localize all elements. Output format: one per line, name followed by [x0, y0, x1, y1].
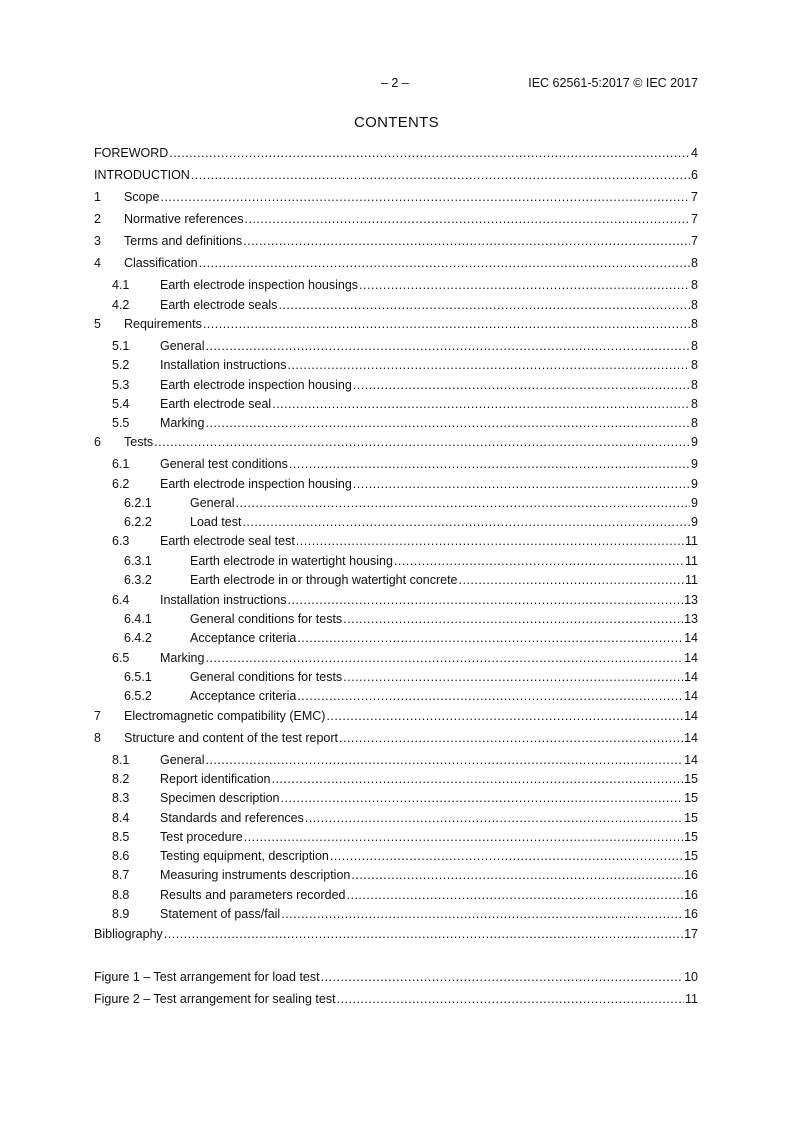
- toc-entry-page: 8: [691, 378, 698, 392]
- toc-entry[interactable]: [94, 338, 698, 354]
- toc-entry[interactable]: [94, 867, 698, 883]
- toc-entry[interactable]: [94, 708, 698, 724]
- toc-entry-number: 6.2: [112, 477, 130, 491]
- toc-entry-title: Report identification: [160, 772, 271, 786]
- toc-entry-number: 5: [94, 317, 101, 331]
- toc-entry-page: 14: [684, 753, 698, 767]
- toc-entry-title: Earth electrode inspection housing: [160, 378, 352, 392]
- toc-entry-page: 13: [684, 593, 698, 607]
- toc-entry[interactable]: [94, 790, 698, 806]
- figure-entry-title: Figure 2 – Test arrangement for sealing test: [94, 992, 336, 1006]
- toc-entry-title: General conditions for tests: [190, 670, 343, 684]
- toc-entry-number: 8.8: [112, 888, 130, 902]
- toc-entry[interactable]: [94, 829, 698, 845]
- dot-leader: [287, 357, 690, 373]
- toc-entry[interactable]: [94, 434, 698, 450]
- toc-entry-number: 5.1: [112, 339, 130, 353]
- dot-leader: [287, 592, 683, 608]
- toc-entry-title: Earth electrode seals: [160, 298, 278, 312]
- toc-entry-page: 16: [684, 868, 698, 882]
- toc-entry-title: Earth electrode in watertight housing: [190, 554, 393, 568]
- toc-entry[interactable]: [94, 572, 698, 588]
- toc-entry-page: 8: [691, 256, 698, 270]
- dot-leader: [272, 396, 690, 412]
- dot-leader: [297, 630, 683, 646]
- toc-entry-title: Normative references: [124, 212, 244, 226]
- toc-entry-number: 4: [94, 256, 101, 270]
- dot-leader: [281, 790, 684, 806]
- toc-entry-number: 5.5: [112, 416, 130, 430]
- dot-leader: [205, 338, 690, 354]
- dot-leader: [203, 316, 690, 332]
- toc-entry-page: 9: [691, 515, 698, 529]
- dot-leader: [278, 297, 690, 313]
- toc-entry-page: 9: [691, 496, 698, 510]
- dot-leader: [169, 145, 690, 161]
- dot-leader: [245, 211, 691, 227]
- dot-leader: [242, 514, 690, 530]
- toc-entry-page: 6: [691, 168, 698, 182]
- toc-entry-title: Marking: [160, 416, 205, 430]
- dot-leader: [330, 848, 683, 864]
- toc-entry[interactable]: [94, 495, 698, 511]
- toc-entry-page: 8: [691, 416, 698, 430]
- dot-leader: [359, 277, 690, 293]
- toc-entry-title: Test procedure: [160, 830, 243, 844]
- toc-entry-title: Acceptance criteria: [190, 689, 297, 703]
- toc-entry[interactable]: [94, 415, 698, 431]
- toc-entry[interactable]: [94, 553, 698, 569]
- toc-entry[interactable]: [94, 189, 698, 205]
- dot-leader: [205, 415, 690, 431]
- toc-entry-title: Load test: [190, 515, 242, 529]
- figure-entry-page: 11: [685, 992, 698, 1006]
- toc-entry-number: 3: [94, 234, 101, 248]
- dot-leader: [160, 189, 690, 205]
- toc-entry-page: 7: [691, 190, 698, 204]
- toc-entry-page: 8: [691, 358, 698, 372]
- dot-leader: [394, 553, 684, 569]
- toc-entry-number: 6.3.1: [124, 554, 152, 568]
- toc-entry-title: Earth electrode in or through watertight concrete: [190, 573, 458, 587]
- toc-entry[interactable]: [94, 688, 698, 704]
- toc-entry-number: 8.7: [112, 868, 130, 882]
- toc-entry-title: General: [190, 496, 235, 510]
- toc-entry-number: 8.4: [112, 811, 130, 825]
- toc-entry-page: 11: [685, 534, 698, 548]
- toc-entry[interactable]: [94, 316, 698, 332]
- toc-entry-title: Tests: [124, 435, 154, 449]
- toc-entry[interactable]: [94, 592, 698, 608]
- figure-entry-page: 10: [684, 970, 698, 984]
- dot-leader: [271, 771, 683, 787]
- toc-entry[interactable]: [94, 926, 698, 942]
- toc-entry-number: 6.4.2: [124, 631, 152, 645]
- toc-entry-page: 8: [691, 339, 698, 353]
- toc-entry-page: 8: [691, 278, 698, 292]
- toc-entry-page: 9: [691, 457, 698, 471]
- toc-entry-number: 6.2.2: [124, 515, 152, 529]
- dot-leader: [326, 708, 683, 724]
- toc-entry-title: Classification: [124, 256, 198, 270]
- toc-entry-page: 16: [684, 907, 698, 921]
- toc-entry[interactable]: [94, 377, 698, 393]
- toc-entry-number: 8.9: [112, 907, 130, 921]
- figure-entry-title: Figure 1 – Test arrangement for load test: [94, 970, 320, 984]
- toc-entry-title: Earth electrode seal test: [160, 534, 295, 548]
- toc-entry[interactable]: [94, 730, 698, 746]
- dot-leader: [343, 669, 683, 685]
- toc-entry-page: 16: [684, 888, 698, 902]
- dot-leader: [191, 167, 690, 183]
- toc-entry-title: Earth electrode inspection housing: [160, 477, 352, 491]
- toc-entry-title: Electromagnetic compatibility (EMC): [124, 709, 326, 723]
- toc-entry-page: 13: [684, 612, 698, 626]
- toc-entry-number: 5.4: [112, 397, 130, 411]
- toc-entry[interactable]: [94, 211, 698, 227]
- dot-leader: [343, 611, 683, 627]
- toc-entry-number: 8.3: [112, 791, 130, 805]
- toc-entry-page: 7: [691, 234, 698, 248]
- dot-leader: [154, 434, 690, 450]
- toc-entry-title: General test conditions: [160, 457, 288, 471]
- toc-entry-title: Installation instructions: [160, 358, 287, 372]
- toc-entry-title: Specimen description: [160, 791, 280, 805]
- toc-entry-page: 11: [685, 554, 698, 568]
- toc-entry-page: 8: [691, 298, 698, 312]
- toc-entry-page: 9: [691, 435, 698, 449]
- toc-entry-number: 8.6: [112, 849, 130, 863]
- toc-entry-page: 15: [684, 830, 698, 844]
- toc-entry[interactable]: [94, 906, 698, 922]
- dot-leader: [164, 926, 683, 942]
- toc-entry-page: 14: [684, 689, 698, 703]
- toc-entry-number: 8.5: [112, 830, 130, 844]
- toc-entry-number: 6.3.2: [124, 573, 152, 587]
- toc-entry-number: 4.1: [112, 278, 130, 292]
- toc-entry[interactable]: [94, 669, 698, 685]
- toc-entry-number: 8.2: [112, 772, 130, 786]
- toc-entry-title: Statement of pass/fail: [160, 907, 281, 921]
- toc-entry-page: 17: [684, 927, 698, 941]
- page-title: CONTENTS: [354, 114, 439, 131]
- toc-entry-number: 6.5: [112, 651, 130, 665]
- toc-entry-number: 5.2: [112, 358, 130, 372]
- toc-entry-title: Testing equipment, description: [160, 849, 329, 863]
- toc-entry-page: 14: [684, 631, 698, 645]
- toc-entry[interactable]: [94, 611, 698, 627]
- toc-entry-number: 6.3: [112, 534, 130, 548]
- toc-entry-title: Marking: [160, 651, 205, 665]
- page-number: – 2 –: [381, 76, 409, 90]
- toc-entry-number: 6.2.1: [124, 496, 152, 510]
- toc-entry[interactable]: [94, 167, 698, 183]
- toc-entry-page: 9: [691, 477, 698, 491]
- toc-entry[interactable]: [94, 533, 698, 549]
- toc-entry-page: 15: [684, 791, 698, 805]
- toc-entry-title: Requirements: [124, 317, 202, 331]
- toc-entry-number: 7: [94, 709, 101, 723]
- toc-entry-title: Installation instructions: [160, 593, 287, 607]
- dot-leader: [337, 991, 684, 1007]
- toc-entry-number: 6: [94, 435, 101, 449]
- dot-leader: [205, 650, 683, 666]
- toc-entry-number: 6.5.1: [124, 670, 152, 684]
- toc-entry-title: Measuring instruments description: [160, 868, 351, 882]
- toc-entry-page: 14: [684, 731, 698, 745]
- toc-entry-title: Acceptance criteria: [190, 631, 297, 645]
- dot-leader: [305, 810, 683, 826]
- dot-leader: [205, 752, 683, 768]
- toc-entry-title: Standards and references: [160, 811, 304, 825]
- toc-entry[interactable]: [94, 396, 698, 412]
- dot-leader: [199, 255, 690, 271]
- toc-entry-title: Earth electrode inspection housings: [160, 278, 359, 292]
- toc-entry-page: 14: [684, 709, 698, 723]
- toc-entry-page: 15: [684, 811, 698, 825]
- dot-leader: [347, 887, 684, 903]
- toc-entry-page: 11: [685, 573, 698, 587]
- dot-leader: [297, 688, 683, 704]
- toc-entry[interactable]: [94, 476, 698, 492]
- dot-leader: [281, 906, 683, 922]
- toc-entry[interactable]: [94, 255, 698, 271]
- toc-entry-title: General conditions for tests: [190, 612, 343, 626]
- toc-entry-number: 5.3: [112, 378, 130, 392]
- toc-entry-page: 8: [691, 397, 698, 411]
- toc-entry[interactable]: [94, 650, 698, 666]
- toc-entry-title: Terms and definitions: [124, 234, 243, 248]
- toc-entry-number: 6.5.2: [124, 689, 152, 703]
- toc-entry[interactable]: [94, 771, 698, 787]
- toc-entry[interactable]: [94, 848, 698, 864]
- toc-entry-title: FOREWORD: [94, 146, 169, 160]
- toc-entry[interactable]: [94, 752, 698, 768]
- dot-leader: [289, 456, 690, 472]
- toc-entry-number: 2: [94, 212, 101, 226]
- toc-entry-number: 8.1: [112, 753, 130, 767]
- toc-entry-number: 4.2: [112, 298, 130, 312]
- toc-entry[interactable]: [94, 630, 698, 646]
- toc-entry-title: General: [160, 753, 205, 767]
- dot-leader: [235, 495, 690, 511]
- toc-entry[interactable]: [94, 456, 698, 472]
- toc-entry[interactable]: [94, 514, 698, 530]
- toc-entry[interactable]: [94, 810, 698, 826]
- toc-entry-number: 6.1: [112, 457, 130, 471]
- toc-entry-page: 14: [684, 670, 698, 684]
- toc-entry-number: 6.4: [112, 593, 130, 607]
- toc-entry-page: 7: [691, 212, 698, 226]
- dot-leader: [296, 533, 684, 549]
- dot-leader: [351, 867, 683, 883]
- toc-entry-number: 6.4.1: [124, 612, 152, 626]
- toc-entry-title: Results and parameters recorded: [160, 888, 346, 902]
- toc-entry[interactable]: [94, 233, 698, 249]
- toc-entry-page: 14: [684, 651, 698, 665]
- toc-entry-title: General: [160, 339, 205, 353]
- toc-entry[interactable]: [94, 277, 698, 293]
- toc-entry[interactable]: [94, 887, 698, 903]
- dot-leader: [321, 969, 684, 985]
- figure-entry[interactable]: [94, 969, 698, 985]
- toc-entry[interactable]: [94, 357, 698, 373]
- toc-entry-title: Scope: [124, 190, 160, 204]
- toc-entry-number: 1: [94, 190, 101, 204]
- toc-entry-page: 4: [691, 146, 698, 160]
- toc-entry-title: Bibliography: [94, 927, 163, 941]
- toc-entry[interactable]: [94, 297, 698, 313]
- dot-leader: [353, 377, 690, 393]
- figure-entry[interactable]: [94, 991, 698, 1007]
- dot-leader: [353, 476, 690, 492]
- toc-entry-title: Structure and content of the test report: [124, 731, 339, 745]
- toc-entry-title: Earth electrode seal: [160, 397, 272, 411]
- toc-entry-number: 8: [94, 731, 101, 745]
- toc-entry-title: INTRODUCTION: [94, 168, 190, 182]
- toc-entry-page: 15: [684, 772, 698, 786]
- dot-leader: [459, 572, 685, 588]
- toc-entry[interactable]: [94, 145, 698, 161]
- dot-leader: [339, 730, 683, 746]
- toc-entry-page: 15: [684, 849, 698, 863]
- toc-entry-page: 8: [691, 317, 698, 331]
- dot-leader: [244, 829, 683, 845]
- standard-reference: IEC 62561-5:2017 © IEC 2017: [528, 76, 698, 90]
- dot-leader: [243, 233, 690, 249]
